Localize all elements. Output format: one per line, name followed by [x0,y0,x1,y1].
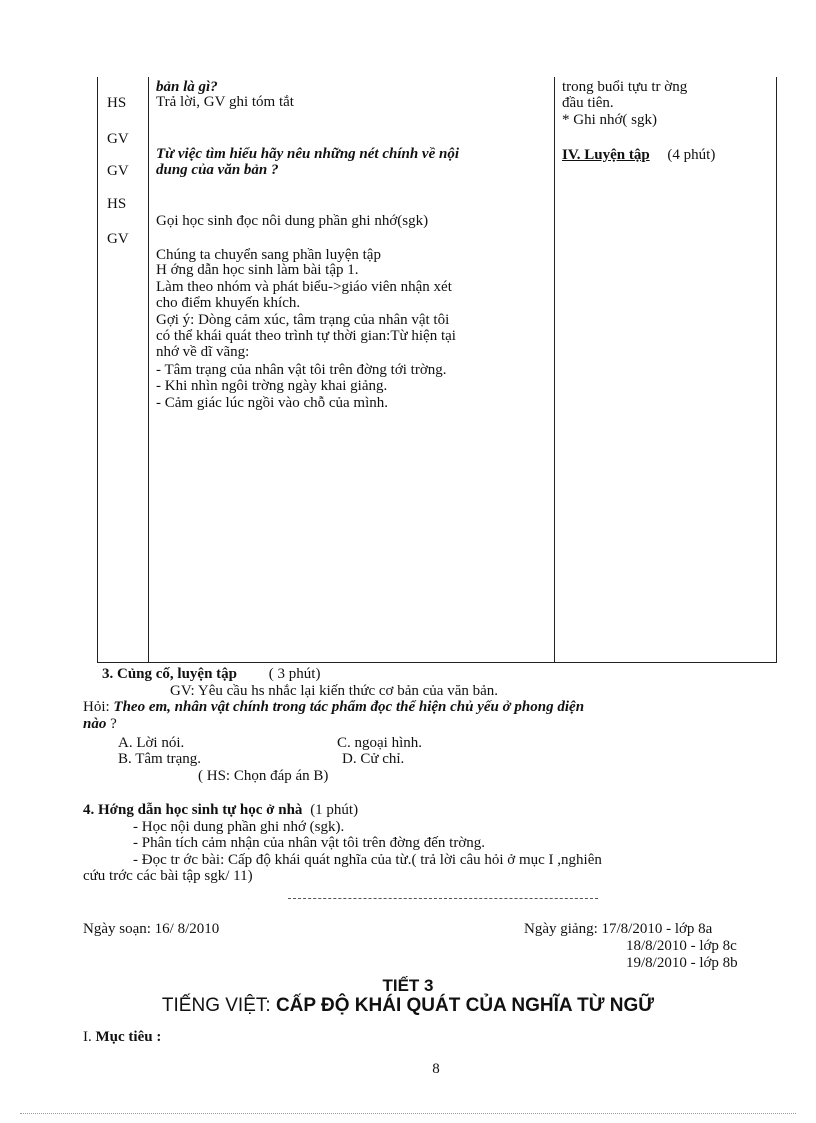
homework-item-cont: cứu trớc các bài tập sgk/ 11) [83,868,253,884]
role-label: HS [107,95,127,111]
separator-line [288,898,598,899]
question-text: nào [83,716,107,732]
homework-item: - Học nội dung phần ghi nhớ (sgk). [133,819,345,835]
section-time: (4 phút) [667,147,716,163]
role-label: GV [107,131,129,147]
text-line: có thể khái quát theo trình tự thời gian:Từ hiện tại [156,328,456,344]
text-line: nhớ về dĩ vãng: [156,344,250,360]
bullet-line: - Khi nhìn ngôi trờng ngày khai giảng. [156,378,388,394]
section-heading [562,148,772,163]
section-3-time: ( 3 phút) [268,666,321,682]
teaching-date-label: Ngày giảng: [524,921,598,937]
right-text-line: trong buổi tựu tr ờng [562,79,688,95]
objectives-heading [83,1030,161,1045]
gv-instruction: GV: Yêu cầu hs nhắc lại kiến thức cơ bản của văn bản. [170,683,499,699]
text-line: Gợi ý: Dòng cảm xúc, tâm trạng của nhân vật tôi [156,312,450,328]
homework-item: - Đọc tr ớc bài: Cấp độ khái quát nghĩa của từ.( trả lời câu hỏi ở mục I ,nghiên [133,852,602,868]
option-c: C. ngoại hình. [337,735,422,751]
bullet-line: - Tâm trạng của nhân vật tôi trên đờng tới trờng. [156,362,447,378]
role-label: GV [107,231,129,247]
prep-date: Ngày soạn: 16/ 8/2010 [83,921,220,937]
objectives-number: I. [83,1029,92,1045]
question-line: bản là gì? [156,79,218,95]
lesson-number: TIẾT 3 [382,976,434,995]
section-4-title: 4. Hớng dẫn học sinh tự học ở nhà [83,802,303,818]
table-divider-right [554,77,555,662]
question-line: dung của văn bản ? [156,162,279,178]
lesson-subject: TIẾNG VIỆT: [161,995,271,1016]
question-mark: ? [110,716,117,732]
question [83,700,778,715]
teaching-dates [524,921,738,971]
section-3-heading [102,667,320,682]
answer-note: ( HS: Chọn đáp án B) [198,768,329,784]
teaching-date-line [524,922,712,937]
text-line: Chúng ta chuyển sang phần luyện tập [156,247,381,263]
page-number: 8 [432,1061,440,1077]
right-text-line: đầu tiên. [562,95,614,111]
instruction-line: Gọi học sinh đọc nôi dung phần ghi nhớ(sgk) [156,213,429,229]
text-line: cho điểm khuyến khích. [156,295,301,311]
teaching-date: 17/8/2010 - lớp 8a [601,921,713,937]
teaching-date: 18/8/2010 - lớp 8c [626,938,737,954]
teaching-date: 19/8/2010 - lớp 8b [626,955,738,971]
homework-item: - Phân tích cảm nhận của nhân vật tôi trên đờng đến trờng. [133,835,486,851]
section-title: IV. Luyện tập [562,147,650,163]
lesson-title [0,996,816,1015]
section-4-heading [83,803,358,818]
question-cont [83,717,117,732]
role-label: HS [107,196,127,212]
objectives-label: Mục tiêu : [95,1029,162,1045]
lesson-title-text: CẤP ĐỘ KHÁI QUÁT CỦA NGHĨA TỪ NGỮ [275,995,655,1016]
section-3-title: 3. Củng cố, luyện tập [102,666,238,682]
question-line: Từ việc tìm hiểu hãy nêu những nét chính về nội [156,146,460,162]
page-bottom-border [20,1113,796,1114]
right-text-line: * Ghi nhớ( sgk) [562,112,658,128]
role-label: GV [107,163,129,179]
question-label: Hỏi: [83,699,110,715]
text-line: Làm theo nhóm và phát biểu->giáo viên nhận xét [156,279,452,295]
option-b: B. Tâm trạng. [118,751,202,767]
table-divider-left [148,77,149,662]
lesson-table [97,77,777,663]
answer-line: Trả lời, GV ghi tóm tắt [156,94,294,110]
option-a: A. Lời nói. [118,735,185,751]
text-line: H ớng dẫn học sinh làm bài tập 1. [156,262,359,278]
section-4-time: (1 phút) [310,802,359,818]
question-text: Theo em, nhân vật chính trong tác phẩm đọc thể hiện chủ yếu ở phong diện [113,699,585,715]
bullet-line: - Cảm giác lúc ngồi vào chỗ của mình. [156,395,389,411]
option-d: D. Cử chỉ. [342,751,405,767]
